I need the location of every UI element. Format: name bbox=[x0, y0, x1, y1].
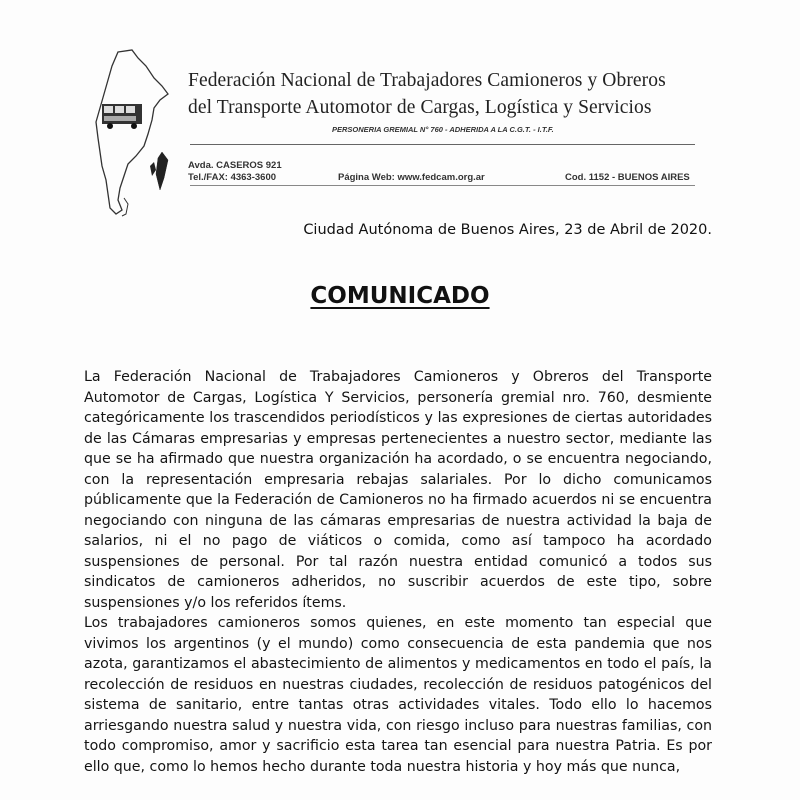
paragraph-1: La Federación Nacional de Trabajadores Camioneros y Obreros del Transporte Automotor de Cargas, Logística Y Servicios, personería gremial nro. 760, desmiente categóricamente los trascendidos periodísticos y las expresiones de ciertas autoridades de las Cámaras empresarias y empresas pertenecientes a nuestro sector, mediante las que se ha afirmado que nuestra organización ha acordado, o se encuentra negociando, con la representación empresaria rebajas salariales. Por lo dicho comunicamos públicamente que la Federación de Camioneros no ha firmado acuerdos ni se encuentra negociando con ninguna de las cámaras empresarias de nuestra actividad la baja de salarios, ni el no pago de viáticos o comida, como así tampoco ha acordado suspensiones de personal. Por tal razón nuestra entidad comunicó a todos sus sindicatos de camioneros adheridos, no suscribir acuerdos de este tipo, sobre suspensiones y/o los referidos ítems. bbox=[84, 369, 712, 611]
org-name-line1: Federación Nacional de Trabajadores Camioneros y Obreros bbox=[188, 70, 666, 91]
personeria-gremial: PERSONERIA GREMIAL N° 760 - ADHERIDA A LA C.G.T. - I.T.F. bbox=[332, 125, 554, 134]
contact-divider bbox=[190, 185, 695, 186]
document-title bbox=[0, 283, 800, 309]
website: Página Web: www.fedcam.org.ar bbox=[338, 172, 485, 183]
title-text: COMUNICADO bbox=[310, 283, 490, 309]
header-divider bbox=[190, 144, 695, 145]
date-line: Ciudad Autónoma de Buenos Aires, 23 de Abril de 2020. bbox=[303, 222, 712, 238]
truck-icon bbox=[102, 104, 142, 129]
argentina-map-logo bbox=[88, 48, 178, 218]
document-body bbox=[84, 367, 712, 777]
postal-code: Cod. 1152 - BUENOS AIRES bbox=[565, 172, 690, 183]
address: Avda. CASEROS 921 bbox=[188, 160, 282, 171]
paragraph-2: Los trabajadores camioneros somos quienes, en este momento tan especial que vivimos los argentinos (y el mundo) como consecuencia de esta pandemia que nos azota, garantizamos el abastecimiento de alimentos y medicamentos en todo el país, la recolección de residuos en nuestras ciudades, recolección de residuos patogénicos del sistema de sanitario, entre tantas otras actividades vitales. Todo ello lo hacemos arriesgando nuestra salud y nuestra vida, con riesgo incluso para nuestras familias, con todo compromiso, amor y sacrificio esta tarea tan esencial para nuestra Patria. Es por ello que, como lo hemos hecho durante toda nuestra historia y hoy más que nunca, bbox=[84, 615, 712, 775]
telephone: Tel./FAX: 4363-3600 bbox=[188, 172, 277, 183]
org-name-line2: del Transporte Automotor de Cargas, Logística y Servicios bbox=[188, 97, 652, 118]
